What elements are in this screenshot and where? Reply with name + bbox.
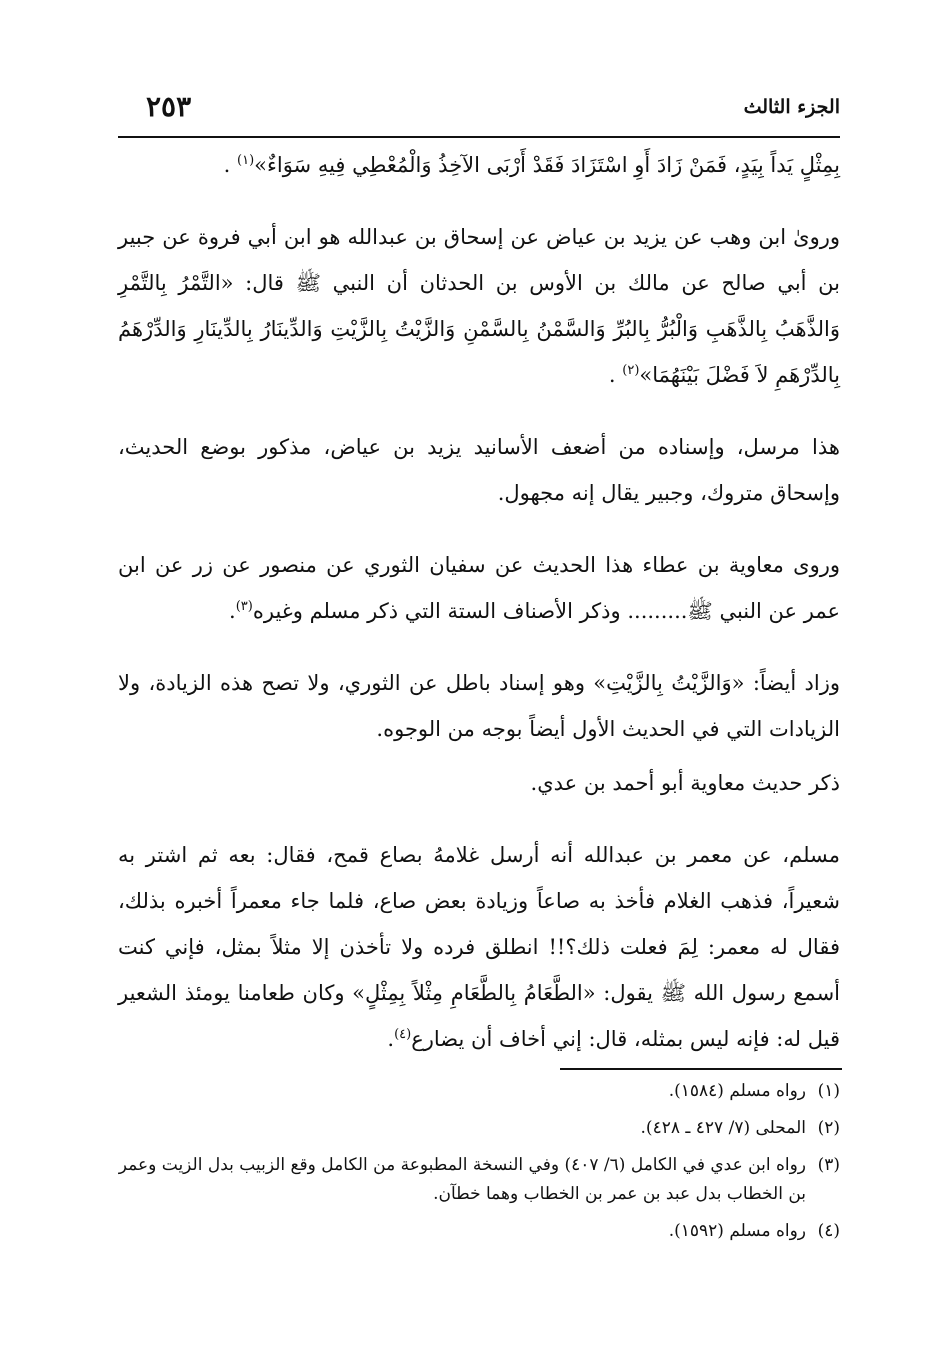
paragraph-4-end: . <box>229 599 236 623</box>
paragraph-5: وزاد أيضاً: «وَالزَّيْتُ بِالزَّيْتِ» وهو إسناد باطل عن الثوري، ولا تصح هذه الزيادة، ولا الزيادات التي في الحديث الأول أيضاً بوجه من الوجوه. <box>118 671 840 741</box>
paragraph-2-text: وروىٰ ابن وهب عن يزيد بن عياض عن إسحاق بن عبدالله هو ابن أبي فروة عن جبير بن أبي صالح عن مالك بن الأوس بن الحدثان أن النبي ﷺ قال: «التَّمْرُ بِالتَّمْرِ وَالذَّهَبُ بِالذَّهَبِ وَالْبُرُّ بِالبُرِّ وَالسَّمْنُ بِالسَّمْنِ وَالزَّيْتُ بِالزَّيْتِ وَالدِّينَارُ بِالدِّينَارِ وَالدِّرْهَمُ بِالدِّرْهَمِ لاَ فَضْلَ بَيْنَهُمَا» <box>118 225 840 387</box>
footnote-number: (٢) <box>817 1118 840 1138</box>
paragraph-7-text: مسلم، عن معمر بن عبدالله أنه أرسل غلامهُ بصاع قمح، فقال: بعه ثم اشتر به شعيراً، فذهب الغلام فأخذ به صاعاً وزيادة بعض صاع، فلما جاء معمراً أخبره بذلك، فقال له معمر: لِمَ فعلت ذلك؟!! انطلق فرده ولا تأخذن إلا مثلاً بمثل، فإني كنت أسمع رسول الله ﷺ يقول: «الطَّعَامُ بِالطَّعَامِ مِثْلاً بِمِثْلٍ» وكان طعامنا يومئذ الشعير قيل له: فإنه ليس بمثله، قال: إني أخاف أن يضارع <box>118 843 840 1051</box>
footnote-text: رواه مسلم (١٥٩٢). <box>668 1221 806 1241</box>
footnote-3 <box>118 1151 840 1209</box>
footnote-number: (٣) <box>817 1155 840 1175</box>
paragraph-6: ذكر حديث معاوية أبو أحمد بن عدي. <box>530 771 840 795</box>
paragraph-4-text: وروى معاوية بن عطاء هذا الحديث عن سفيان الثوري عن منصور عن زر عن ابن عمر عن النبي ﷺ......... وذكر الأصناف الستة التي ذكر مسلم وغيره <box>118 553 840 623</box>
footnote-1 <box>118 1077 840 1106</box>
paragraph-3: هذا مرسل، وإسناده من أضعف الأسانيد يزيد بن عياض، مذكور بوضع الحديث، وإسحاق متروك، وجبير يقال إنه مجهول. <box>118 435 840 505</box>
footnote-2 <box>118 1114 840 1143</box>
page-header <box>118 90 840 132</box>
paragraph-2 <box>118 214 840 398</box>
footnote-number: (١) <box>817 1081 840 1101</box>
page-number: ٢٥٣ <box>146 90 192 123</box>
paragraph-4 <box>118 542 840 634</box>
footnote-rule <box>560 1068 842 1070</box>
footnote-ref-4: (٤) <box>394 1027 412 1042</box>
paragraph-1 <box>118 142 840 188</box>
paragraph-2-end: . <box>608 363 616 387</box>
footnote-number: (٤) <box>817 1221 840 1241</box>
footnote-text: المحلى (٧/ ٤٢٧ ـ ٤٢٨). <box>640 1118 806 1138</box>
footnotes <box>118 1077 840 1254</box>
footnote-ref-3: (٣) <box>235 599 253 614</box>
book-part-title: الجزء الثالث <box>743 96 840 118</box>
footnote-text: رواه ابن عدي في الكامل (٦/ ٤٠٧) وفي النسخة المطبوعة من الكامل وقع الزبيب بدل الزيت وعمر بن الخطاب بدل عبد بن عمر بن الخطاب وهما خطآن. <box>118 1155 806 1204</box>
header-rule <box>118 136 840 138</box>
footnote-ref-2: (٢) <box>622 363 640 378</box>
paragraph-7-end: . <box>387 1027 395 1051</box>
main-text <box>118 142 840 1062</box>
footnote-ref-1: (١) <box>237 153 255 168</box>
paragraph-1-end: . <box>223 153 231 177</box>
footnote-text: رواه مسلم (١٥٨٤). <box>668 1081 806 1101</box>
paragraph-7 <box>118 832 840 1062</box>
footnote-4 <box>118 1217 840 1246</box>
paragraph-1-text: بِمِثْلٍ يَداً بِيَدٍ، فَمَنْ زَادَ أَوِ اسْتَزَادَ فَقَدْ أَرْبَى الآخِذُ وَالْمُعْطِي فِيهِ سَوَاءٌ» <box>254 153 840 177</box>
